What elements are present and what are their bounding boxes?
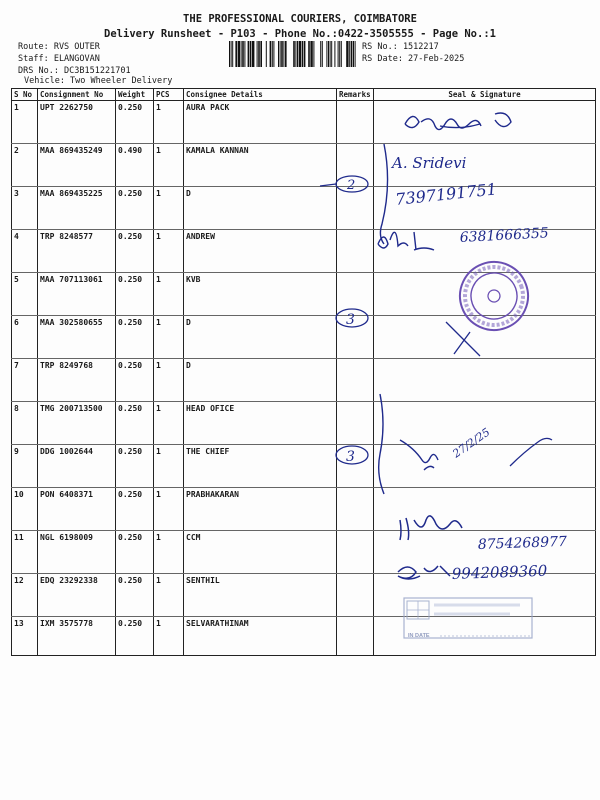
barcode-bar [310, 41, 312, 67]
barcode-bar [272, 41, 273, 67]
col-consignee: Consignee Details [184, 89, 337, 101]
cell-weight: 0.250 [116, 101, 154, 144]
barcode-bar [244, 41, 245, 67]
table-row [12, 574, 596, 617]
barcode-bar [257, 41, 258, 67]
cell-remarks [337, 101, 374, 144]
cell-weight: 0.250 [116, 445, 154, 488]
barcode-bar [293, 41, 295, 67]
handwritten-phone-4: 9942089360 [451, 561, 548, 583]
cell-remarks [337, 617, 374, 656]
cell-sno: 10 [12, 488, 38, 531]
cell-signature [374, 359, 596, 402]
cell-consignee: HEAD OFICE [184, 402, 337, 445]
barcode-bar [353, 41, 354, 67]
barcode-bar [355, 41, 356, 67]
cell-consignee: CCM [184, 531, 337, 574]
cell-pcs: 1 [154, 273, 184, 316]
cell-pcs: 1 [154, 574, 184, 617]
barcode-bar [297, 41, 298, 67]
cell-weight: 0.250 [116, 273, 154, 316]
cell-remarks [337, 359, 374, 402]
cell-signature [374, 574, 596, 617]
barcode-bar [258, 41, 260, 67]
barcode-bar [299, 41, 301, 67]
cell-consignment: MAA 869435225 [38, 187, 116, 230]
barcode-bar [273, 41, 274, 67]
cell-weight: 0.250 [116, 617, 154, 656]
table-row [12, 488, 596, 531]
cell-pcs: 1 [154, 101, 184, 144]
barcode-bar [349, 41, 350, 67]
barcode-bar [295, 41, 296, 67]
barcode-bar [231, 41, 232, 67]
cell-signature [374, 402, 596, 445]
cell-sno: 11 [12, 531, 38, 574]
cell-remarks [337, 144, 374, 187]
cell-sno: 8 [12, 402, 38, 445]
cell-consignment: TRP 8248577 [38, 230, 116, 273]
rs-date: RS Date: 27-Feb-2025 [362, 54, 465, 64]
remark-3b-text: 3 [346, 449, 355, 465]
cell-weight: 0.250 [116, 359, 154, 402]
cell-remarks [337, 187, 374, 230]
col-pcs: PCS [154, 89, 184, 101]
col-remarks: Remarks [337, 89, 374, 101]
cell-sno: 12 [12, 574, 38, 617]
cell-sno: 5 [12, 273, 38, 316]
barcode-bar [252, 41, 254, 67]
barcode-bar [260, 41, 262, 67]
cell-signature [374, 531, 596, 574]
cell-weight: 0.250 [116, 574, 154, 617]
handwritten-phone-1: 7397191751 [394, 179, 498, 209]
cell-pcs: 1 [154, 445, 184, 488]
barcode-bar [308, 41, 310, 67]
cell-signature [374, 144, 596, 187]
cell-sno: 3 [12, 187, 38, 230]
barcode-bar [235, 41, 237, 67]
cell-consignment: UPT 2262750 [38, 101, 116, 144]
table-row [12, 273, 596, 316]
cell-signature [374, 273, 596, 316]
drs-no: DRS No.: DC3B151221701 [18, 66, 131, 76]
table-row [12, 144, 596, 187]
cell-pcs: 1 [154, 187, 184, 230]
handwritten-phone-2: 6381666355 [459, 225, 550, 246]
cell-weight: 0.250 [116, 531, 154, 574]
barcode-bar [242, 41, 244, 67]
cell-pcs: 1 [154, 488, 184, 531]
cell-consignee: D [184, 359, 337, 402]
stamp-in-date: IN DATE [408, 633, 430, 639]
cell-consignee: PRABHAKARAN [184, 488, 337, 531]
table-row [12, 230, 596, 273]
cell-consignment: IXM 3575778 [38, 617, 116, 656]
cell-sno: 13 [12, 617, 38, 656]
barcode-bar [351, 41, 353, 67]
cell-weight: 0.250 [116, 230, 154, 273]
cell-consignee: KAMALA KANNAN [184, 144, 337, 187]
cell-remarks [337, 273, 374, 316]
cell-pcs: 1 [154, 144, 184, 187]
cell-consignment: TMG 200713500 [38, 402, 116, 445]
cell-consignment: DDG 1002644 [38, 445, 116, 488]
cell-weight: 0.250 [116, 316, 154, 359]
barcode-bar [328, 41, 329, 67]
barcode-bar [313, 41, 314, 67]
cell-sno: 1 [12, 101, 38, 144]
table-row [12, 445, 596, 488]
barcode-bar [283, 41, 284, 67]
table-row [12, 359, 596, 402]
cell-remarks [337, 574, 374, 617]
cell-consignment: EDQ 23292338 [38, 574, 116, 617]
vehicle: Vehicle: Two Wheeler Delivery [24, 76, 173, 86]
cell-sno: 6 [12, 316, 38, 359]
cell-consignment: TRP 8249768 [38, 359, 116, 402]
table-row [12, 617, 596, 656]
cell-signature [374, 101, 596, 144]
barcode-bar [346, 41, 348, 67]
cell-consignment: MAA 707113061 [38, 273, 116, 316]
cell-sno: 7 [12, 359, 38, 402]
col-weight: Weight [116, 89, 154, 101]
col-sno: S No [12, 89, 38, 101]
route: Route: RVS OUTER [18, 42, 100, 52]
barcode-bar [280, 41, 281, 67]
cell-pcs: 1 [154, 531, 184, 574]
barcode-bar [285, 41, 287, 67]
barcode-bar [322, 41, 323, 67]
remark-3a-text: 3 [346, 312, 355, 328]
cell-pcs: 1 [154, 359, 184, 402]
cell-consignee: THE CHIEF [184, 445, 337, 488]
cell-consignee: KVB [184, 273, 337, 316]
barcode [229, 41, 356, 67]
cell-consignee: SELVARATHINAM [184, 617, 337, 656]
barcode-bar [304, 41, 306, 67]
cell-remarks [337, 402, 374, 445]
table-row [12, 101, 596, 144]
barcode-bar [281, 41, 283, 67]
cell-remarks [337, 230, 374, 273]
barcode-bar [248, 41, 250, 67]
cell-consignee: D [184, 187, 337, 230]
cell-remarks [337, 531, 374, 574]
barcode-bar [241, 41, 242, 67]
cell-consignee: D [184, 316, 337, 359]
barcode-bar [270, 41, 272, 67]
cell-weight: 0.250 [116, 488, 154, 531]
col-consignment: Consignment No [38, 89, 116, 101]
barcode-bar [302, 41, 304, 67]
remark-2-text: 2 [347, 178, 356, 193]
barcode-bar [341, 41, 342, 67]
cell-remarks [337, 316, 374, 359]
handwritten-date: 27/2/25 [450, 425, 493, 461]
staff: Staff: ELANGOVAN [18, 54, 100, 64]
cell-weight: 0.250 [116, 402, 154, 445]
barcode-bar [331, 41, 332, 67]
barcode-bar [339, 41, 340, 67]
cell-consignment: PON 6408371 [38, 488, 116, 531]
runsheet-table [11, 88, 596, 656]
cell-consignee: AURA PACK [184, 101, 337, 144]
handwritten-phone-3: 8754268977 [477, 533, 568, 553]
cell-pcs: 1 [154, 402, 184, 445]
cell-signature [374, 617, 596, 656]
cell-sno: 2 [12, 144, 38, 187]
cell-signature [374, 316, 596, 359]
cell-pcs: 1 [154, 617, 184, 656]
cell-pcs: 1 [154, 316, 184, 359]
table-row [12, 531, 596, 574]
cell-consignment: MAA 869435249 [38, 144, 116, 187]
cell-consignee: ANDREW [184, 230, 337, 273]
barcode-bar [229, 41, 230, 67]
handwritten-name: A. Sridevi [392, 154, 467, 172]
table-row [12, 402, 596, 445]
barcode-bar [278, 41, 279, 67]
cell-sno: 4 [12, 230, 38, 273]
rs-no: RS No.: 1512217 [362, 42, 439, 52]
table-row [12, 316, 596, 359]
cell-pcs: 1 [154, 230, 184, 273]
barcode-bar [330, 41, 331, 67]
cell-weight: 0.490 [116, 144, 154, 187]
barcode-bar [250, 41, 252, 67]
cell-remarks [337, 488, 374, 531]
cell-signature [374, 488, 596, 531]
cell-signature [374, 230, 596, 273]
col-signature: Seal & Signature [374, 89, 596, 101]
table-header-row [12, 89, 596, 101]
barcode-bar [232, 41, 233, 67]
barcode-bar [334, 41, 335, 67]
barcode-bar [266, 41, 267, 67]
barcode-bar [320, 41, 321, 67]
barcode-bar [338, 41, 339, 67]
company-title: THE PROFESSIONAL COURIERS, COIMBATORE [183, 13, 417, 25]
cell-weight: 0.250 [116, 187, 154, 230]
cell-consignee: SENTHIL [184, 574, 337, 617]
cell-consignment: MAA 302580655 [38, 316, 116, 359]
runsheet-title: Delivery Runsheet - P103 - Phone No.:0422-3505555 - Page No.:1 [104, 28, 496, 40]
cell-signature [374, 445, 596, 488]
barcode-bar [238, 41, 240, 67]
table-row [12, 187, 596, 230]
cell-sno: 9 [12, 445, 38, 488]
barcode-bar [326, 41, 327, 67]
cell-remarks [337, 445, 374, 488]
cell-consignment: NGL 6198009 [38, 531, 116, 574]
cell-signature [374, 187, 596, 230]
